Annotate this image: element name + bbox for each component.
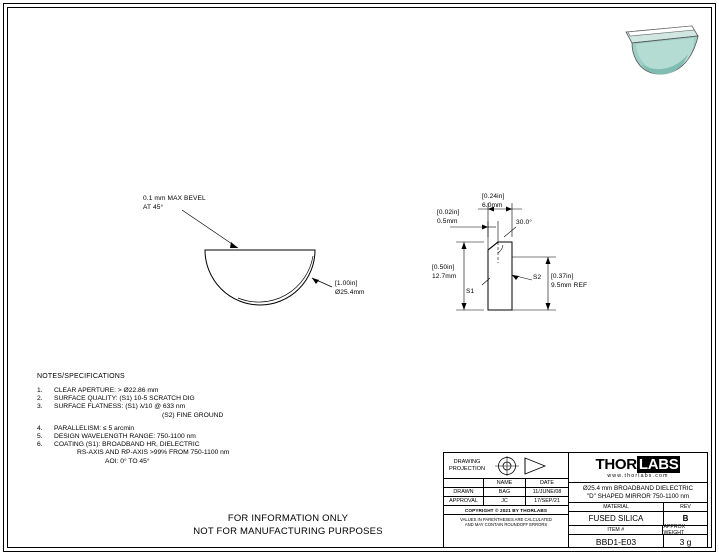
weight-value: 3 g	[679, 536, 692, 547]
dim-height-mm: 12.7mm	[432, 273, 457, 280]
side-view-svg	[420, 175, 670, 350]
bevel-note-line2: AT 45°	[143, 204, 164, 211]
note-item	[37, 404, 367, 411]
note-item	[37, 388, 367, 395]
weight-label: APPROX WEIGHT	[663, 524, 686, 536]
note-number: 5.	[37, 433, 43, 441]
note-text: DESIGN WAVELENGTH RANGE: 750-1100 nm	[54, 433, 196, 441]
item-label: ITEM #	[569, 526, 663, 534]
dim-ref-inch: [0.37in]	[551, 273, 574, 280]
description-line1: Ø25.4 mm BROADBAND DIELECTRIC	[582, 484, 694, 492]
thorlabs-logo	[569, 453, 707, 483]
note-text: SURFACE QUALITY: (S1) 10-5 SCRATCH DIG	[54, 395, 195, 403]
note-subtext: (S2) FINE GROUND	[162, 411, 224, 419]
note-text: COATING (S1): BROADBAND HR, DIELECTRIC	[54, 441, 200, 449]
disclaimer-line1: FOR INFORMATION ONLY	[227, 513, 349, 524]
diameter-note-line2: Ø25.4mm	[335, 289, 365, 296]
header-blank	[444, 479, 484, 487]
dim-height-inch: [0.50in]	[432, 264, 455, 271]
item-value-row	[569, 535, 707, 548]
note-number: 1.	[37, 387, 43, 394]
dim-bevel-inch: [0.02in]	[437, 209, 460, 216]
front-view	[143, 180, 380, 350]
part-description	[569, 483, 707, 503]
item-value: BBD1-E03	[569, 535, 664, 548]
copyright-text: COPYRIGHT © 2021 BY THORLABS	[444, 506, 568, 515]
rev-value: B	[682, 514, 689, 523]
logo-labs-text: LABS	[638, 455, 679, 473]
approval-row	[444, 497, 568, 506]
title-block	[443, 452, 708, 548]
dim-bevel-mm: 0.5mm	[437, 218, 458, 225]
note-item	[37, 442, 367, 449]
note-subtext: AOI: 0° TO 45°	[105, 457, 150, 465]
note-number: 6.	[37, 441, 43, 449]
title-block-left	[444, 453, 569, 548]
dim-angle: 30.0°	[516, 219, 532, 226]
values-note-line1: VALUES IN PARENTHESES ARE CALCULATED	[460, 516, 552, 522]
description-line2: "D" SHAPED MIRROR 750-1100 nm	[586, 492, 690, 500]
disclaimer	[148, 513, 428, 539]
approval-name: JC	[484, 497, 526, 505]
isometric-preview	[612, 14, 707, 84]
approval-label: APPROVAL	[444, 497, 484, 505]
rev-label: REV	[680, 504, 691, 510]
title-block-right	[569, 453, 707, 548]
note-item	[37, 434, 367, 441]
values-note	[444, 515, 568, 529]
first-angle-projection-icon	[490, 453, 568, 478]
titleblock-header-row	[444, 479, 568, 488]
disclaimer-line2: NOT FOR MANUFACTURING PURPOSES	[193, 525, 383, 537]
isometric-preview-svg	[612, 14, 707, 84]
dim-thickness-mm: 6.0mm	[482, 202, 503, 209]
note-text: PARALLELISM: ≤ 5 arcmin	[54, 424, 135, 432]
projection-label	[444, 459, 490, 473]
note-text: SURFACE FLATNESS: (S1) λ/10 @ 633 nm	[54, 403, 186, 411]
values-note-line2: AND MAY CONTAIN ROUNDOFF ERRORS	[464, 522, 548, 527]
diameter-note-line1: [1.00in]	[335, 280, 358, 287]
note-subtext: RS-AXIS AND RP-AXIS >99% FROM 750-1100 nm	[77, 449, 230, 457]
drawn-name: BAG	[484, 488, 526, 496]
notes-section	[37, 373, 367, 467]
label-s2: S2	[533, 274, 542, 281]
note-item	[37, 426, 367, 433]
dim-thickness-inch: [0.24in]	[482, 193, 505, 200]
logo-thor-text: THOR	[595, 455, 637, 473]
note-text: CLEAR APERTURE: > Ø22.86 mm	[54, 387, 159, 394]
note-item	[37, 396, 367, 403]
drawn-date: 11/JUNE/08	[532, 489, 562, 495]
approval-date: 17/SEP/21	[534, 498, 560, 504]
note-number: 3.	[37, 403, 43, 411]
label-s1: S1	[466, 288, 475, 295]
notes-title: NOTES/SPECIFICATIONS	[37, 373, 125, 380]
drawn-label: DRAWN	[444, 488, 484, 496]
logo-url: www.thorlabs.com	[607, 472, 669, 479]
material-value: FUSED SILICA	[569, 512, 664, 525]
projection-label-line2: PROJECTION	[448, 465, 486, 472]
material-label: MATERIAL	[569, 503, 664, 511]
item-header-row	[569, 526, 707, 535]
note-number: 4.	[37, 424, 43, 432]
side-view	[420, 175, 670, 350]
material-header-row	[569, 503, 707, 512]
front-view-svg	[150, 180, 380, 350]
header-date: DATE	[540, 480, 554, 486]
drawn-row	[444, 488, 568, 497]
bevel-note-line1: 0.1 mm MAX BEVEL	[143, 195, 206, 202]
dim-ref-mm: 9.5mm REF	[551, 282, 588, 289]
projection-row	[444, 453, 568, 479]
header-name: NAME	[484, 479, 526, 487]
note-number: 2.	[37, 395, 43, 403]
projection-label-line1: DRAWING	[453, 458, 481, 465]
